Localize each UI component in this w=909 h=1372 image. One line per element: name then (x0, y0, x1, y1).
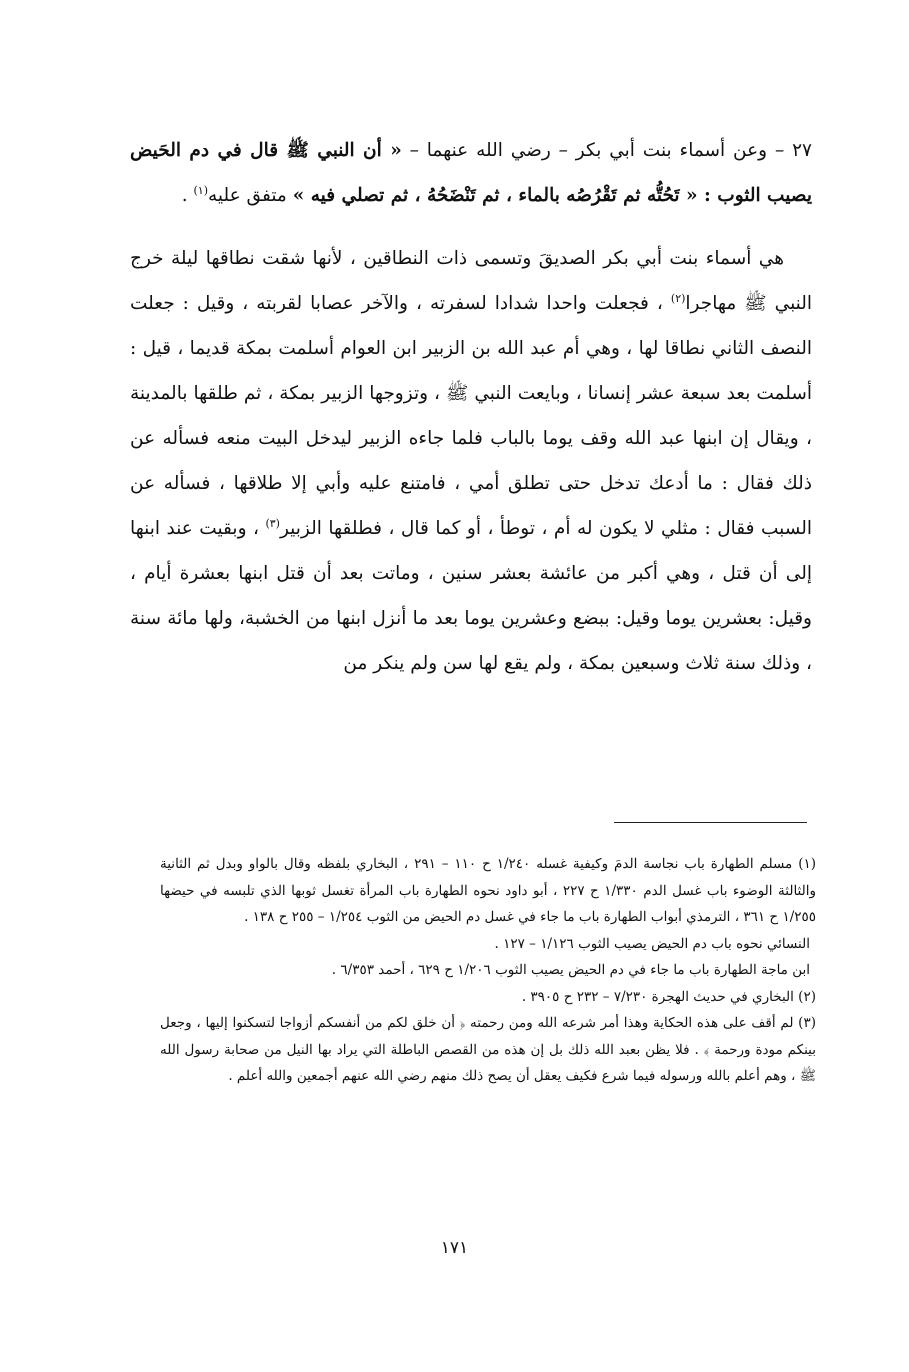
hadith-ending: متفق عليه (208, 185, 287, 206)
footnote-separator (614, 822, 807, 823)
footnote-ref-1: (١) (193, 183, 209, 197)
hadith-paragraph (130, 128, 812, 218)
commentary-part-1: هي أسماء بنت أبي بكر الصديقَ وتسمى ذات النطاقين ، لأنها شقت نطاقها ليلة خرج النبي ﷺ مهاجرا (130, 248, 813, 314)
hadith-intro: وعن أسماء بنت أبي بكر – رضي الله عنهما – (409, 140, 768, 161)
commentary-part-2: ، فجعلت واحدا شدادا لسفرته ، والآخر عصابا لقربته ، وقيل : جعلت النصف الثاني نطاقا لها ، وهي أم عبد الله بن الزبير ابن العوام أسلمت بمكة قديما ، قيل : أسلمت بعد سبعة عشر إنسانا ، وبايعت النبي ﷺ ، وتزوجها الزبير بمكة ، ثم طلقها بالمدينة ، ويقال إن ابنها عبد الله وقف يوما بالباب فلما جاءه الزبير ليدخل البيت منعه فسأله عن ذلك فقال : ما أدعك تدخل حتى تطلق أمي ، فامتنع عليه وأبي إلا طلاقها ، فسأله عن السبب فقال : مثلي لا يكون له أم ، توطأ ، أو كما قال ، فطلقها الزبير (130, 293, 812, 539)
footnote-1: (١) مسلم الطهارة باب نجاسة الدمَ وكيفية غسله ١/٢٤٠ ح ١١٠ – ٢٩١ ، البخاري بلفظه وقال بالواو وبدل ثم الثانية والثالثة الوضوء باب غسل الدم ١/٣٣٠ ح ٢٢٧ ، أبو داود نحوه الطهارة باب المرأة تغسل ثوبها الذي تلبسه في حيضها ١/٢٥٥ ح ٣٦١ ، الترمذي أبواب الطهارة باب ما جاء في غسل دم الحيض من الثوب ١/٢٥٤ – ٢٥٥ ح ١٣٨ . (160, 856, 817, 925)
hadith-period: . (181, 185, 188, 206)
hadith-quote: « أن النبي ﷺ قال في دم الحَيض يصيب الثوب : « تَحُتُّه ثم تَقْرُصُه بالماء ، ثم تَنْضَحُهُ ، ثم تصلي فيه » (130, 140, 812, 206)
main-text (130, 128, 812, 686)
commentary-part-3: ، وبقيت عند ابنها إلى أن قتل ، وهي أكبر من عائشة بعشر سنين ، وماتت بعد أن قتل ابنها بعشرة أيام ، وقيل: بعشرين يوما وقيل: ببضع وعشرين يوما بعد ما أنزل ابنها من الخشبة، ولها مائة سنة ، وذلك سنة ثلاث وسبعين بمكة ، ولم يقع لها سن ولم ينكر من (130, 518, 812, 674)
footnote-1-ibn-majah: ابن ماجة الطهارة باب ما جاء في دم الحيض يصيب الثوب ١/٢٠٦ ح ٦٢٩ ، أحمد ٦/٣٥٣ . (331, 962, 810, 978)
hadith-dash: – (774, 140, 785, 161)
commentary-paragraph (130, 236, 812, 686)
hadith-number: ٢٧ (792, 140, 812, 161)
footnote-1-nasai: النسائي نحوه باب دم الحيض يصيب الثوب ١/١٢٦ – ١٢٧ . (494, 935, 810, 952)
footnote-ref-3: (٣) (265, 516, 280, 530)
footnote-2: (٢) البخاري في حديث الهجرة ٧/٢٣٠ – ٢٣٢ ح ٣٩٠٥ . (521, 988, 816, 1005)
footnote-3: (٣) لم أقف على هذه الحكاية وهذا أمر شرعه الله ومن رحمته ﴿ أن خلق لكم من أنفسكم أزواجا لتسكنوا إليها ، وجعل بينكم مودة ورحمة ﴾ . فلا يظن بعبد الله ذلك بل إن هذه من القصص الباطلة التي يراد بها النيل من صحابة رسول الله ﷺ ، وهم أعلم بالله ورسوله فيما شرع فكيف يعقل أن يصح ذلك منهم رضي الله عنهم أجمعين والله أعلم . (160, 1015, 816, 1084)
footnote-ref-2: (٢) (670, 291, 686, 305)
page-number: ١٧١ (440, 1238, 469, 1258)
footnotes (160, 851, 816, 1090)
